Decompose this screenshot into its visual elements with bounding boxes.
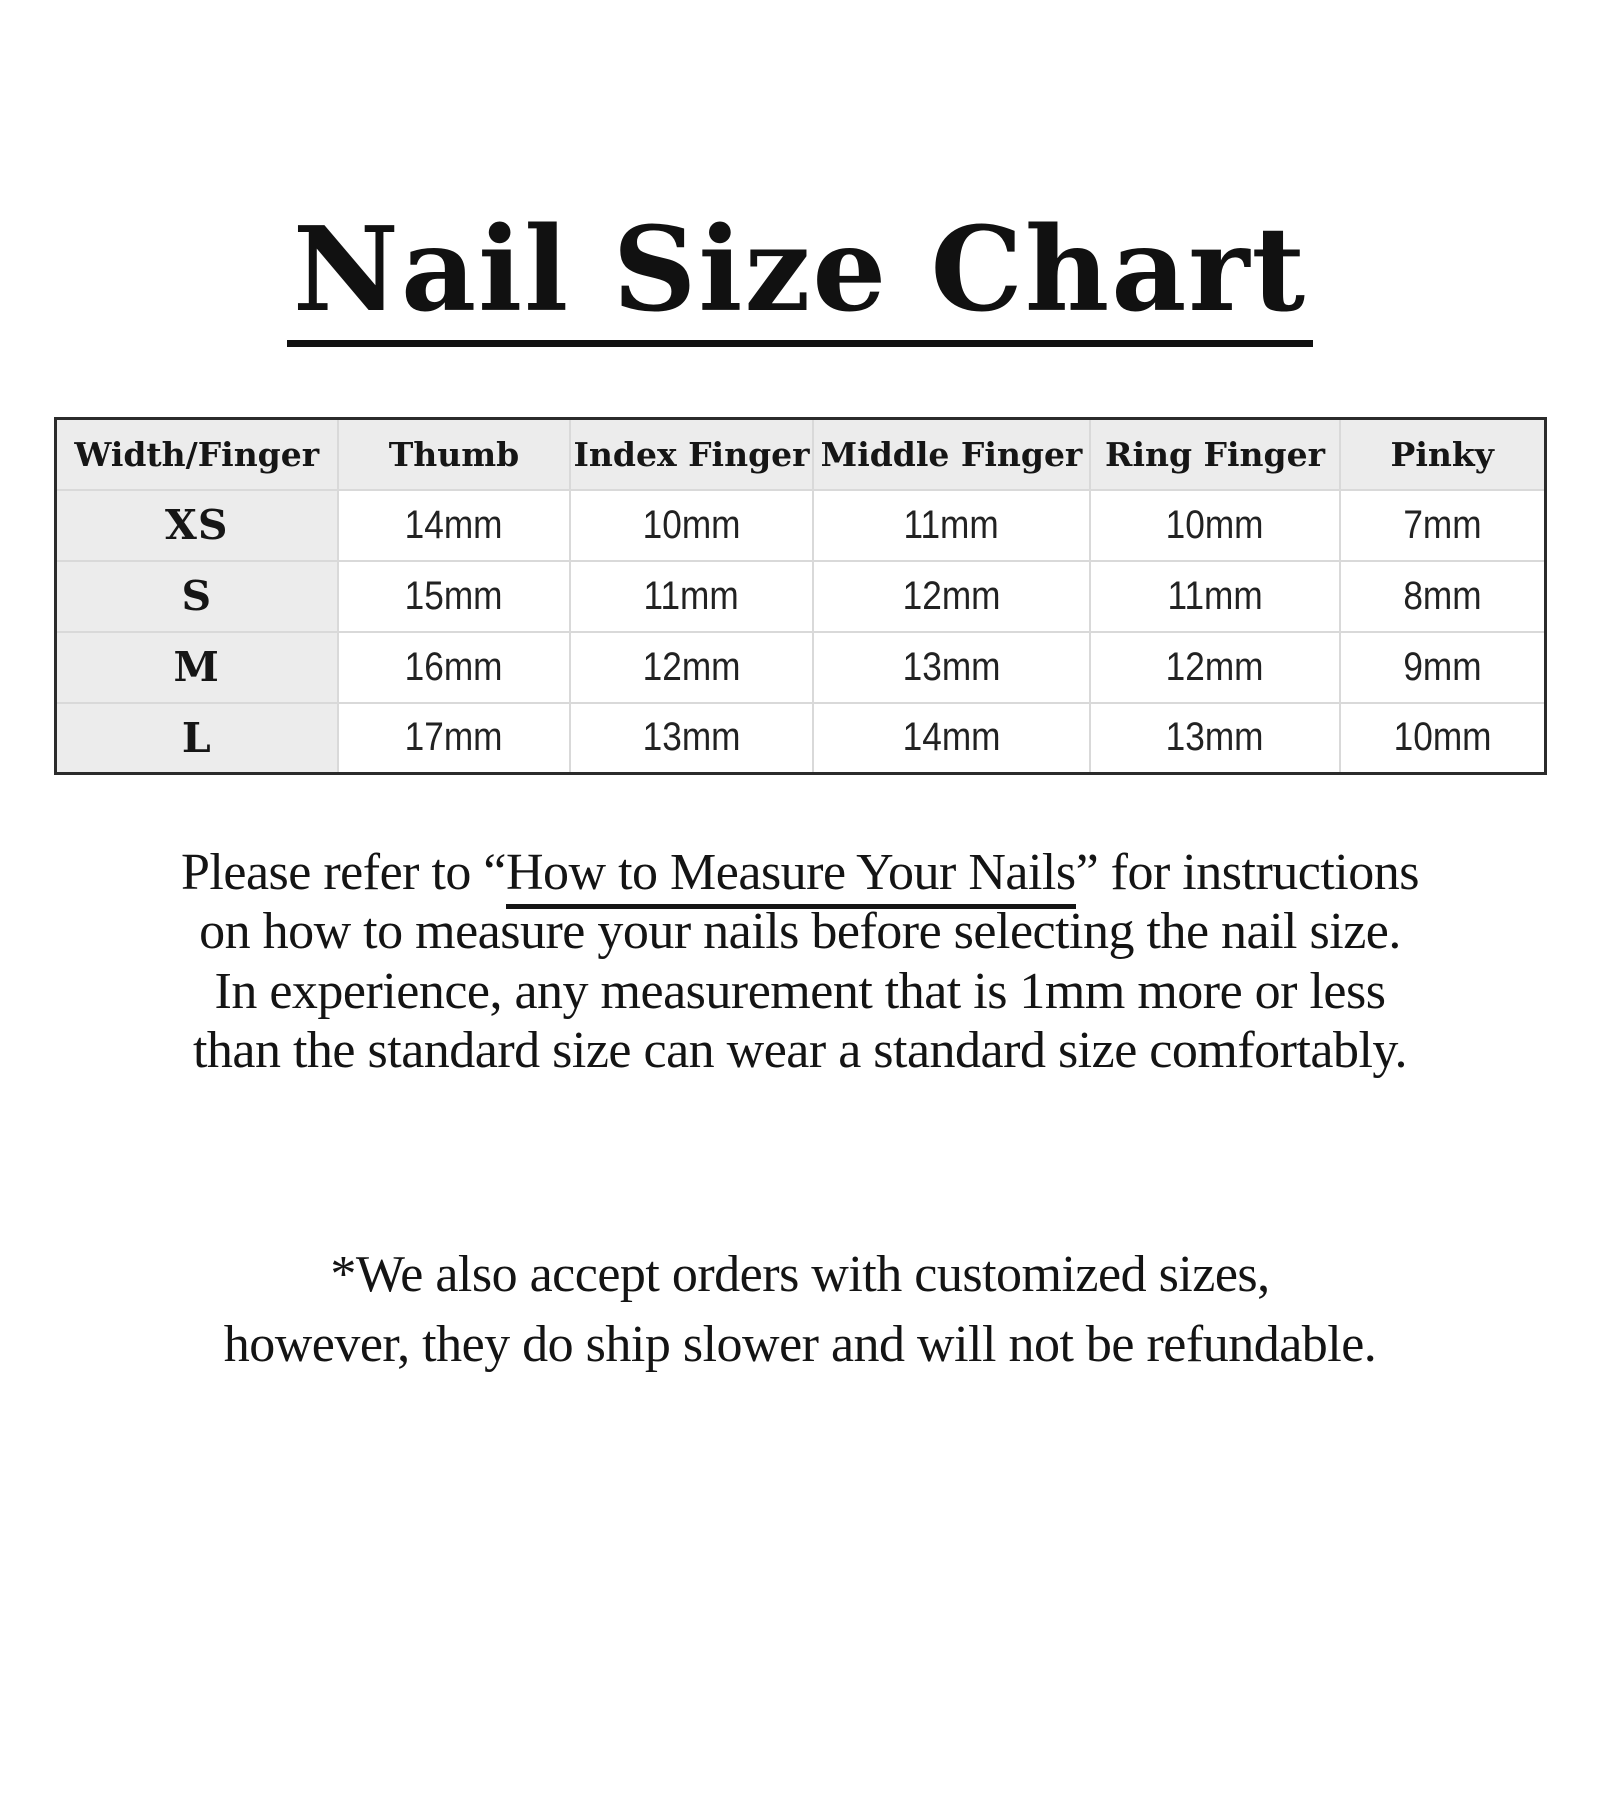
- size-value: 12mm: [570, 632, 813, 703]
- size-value: 10mm: [1090, 490, 1340, 561]
- column-header-pinky: Pinky: [1340, 419, 1545, 490]
- note-line-2: on how to measure your nails before selecting the nail size.: [199, 903, 1401, 961]
- size-value: 10mm: [1340, 703, 1545, 774]
- size-value: 17mm: [338, 703, 570, 774]
- size-value: 8mm: [1340, 561, 1545, 632]
- note-line-1-prefix: Please refer to “: [181, 844, 506, 901]
- size-value: 16mm: [338, 632, 570, 703]
- size-value: 9mm: [1340, 632, 1545, 703]
- size-value: 12mm: [813, 561, 1090, 632]
- column-header-index-finger: Index Finger: [570, 419, 813, 490]
- size-value: 7mm: [1340, 490, 1545, 561]
- row-label-m: M: [55, 632, 338, 703]
- table-header-row: [55, 419, 1545, 490]
- row-label-s: S: [55, 561, 338, 632]
- column-header-ring-finger: Ring Finger: [1090, 419, 1340, 490]
- table-row-l: [55, 703, 1545, 774]
- measure-guide-link[interactable]: How to Measure Your Nails: [506, 844, 1076, 909]
- column-header-middle-finger: Middle Finger: [813, 419, 1090, 490]
- table-row-xs: [55, 490, 1545, 561]
- size-value: 12mm: [1090, 632, 1340, 703]
- size-value: 15mm: [338, 561, 570, 632]
- size-value: 10mm: [570, 490, 813, 561]
- size-value: 13mm: [813, 632, 1090, 703]
- size-value: 11mm: [570, 561, 813, 632]
- footnote-line-1: *We also accept orders with customized sizes,: [330, 1246, 1270, 1304]
- size-value: 13mm: [570, 703, 813, 774]
- size-value: 14mm: [338, 490, 570, 561]
- size-value: 13mm: [1090, 703, 1340, 774]
- table-row-s: [55, 561, 1545, 632]
- custom-sizes-footnote: [0, 1240, 1600, 1380]
- title-wrap: [0, 202, 1600, 347]
- nail-size-chart-page: [0, 202, 1600, 1812]
- size-value: 11mm: [1090, 561, 1340, 632]
- size-value: 11mm: [813, 490, 1090, 561]
- column-header-width-finger: Width/Finger: [55, 419, 338, 490]
- note-line-3: In experience, any measurement that is 1mm more or less: [214, 962, 1386, 1020]
- size-table: [54, 417, 1547, 775]
- table-row-m: [55, 632, 1545, 703]
- measure-note: [0, 843, 1600, 1080]
- note-line-1-suffix: ” for instructions: [1075, 844, 1419, 901]
- page-title: Nail Size Chart: [287, 212, 1313, 347]
- note-line-4: than the standard size can wear a standard size comfortably.: [192, 1021, 1408, 1079]
- row-label-xs: XS: [55, 490, 338, 561]
- row-label-l: L: [55, 703, 338, 774]
- size-value: 14mm: [813, 703, 1090, 774]
- column-header-thumb: Thumb: [338, 419, 570, 490]
- footnote-line-2: however, they do ship slower and will not be refundable.: [223, 1316, 1377, 1374]
